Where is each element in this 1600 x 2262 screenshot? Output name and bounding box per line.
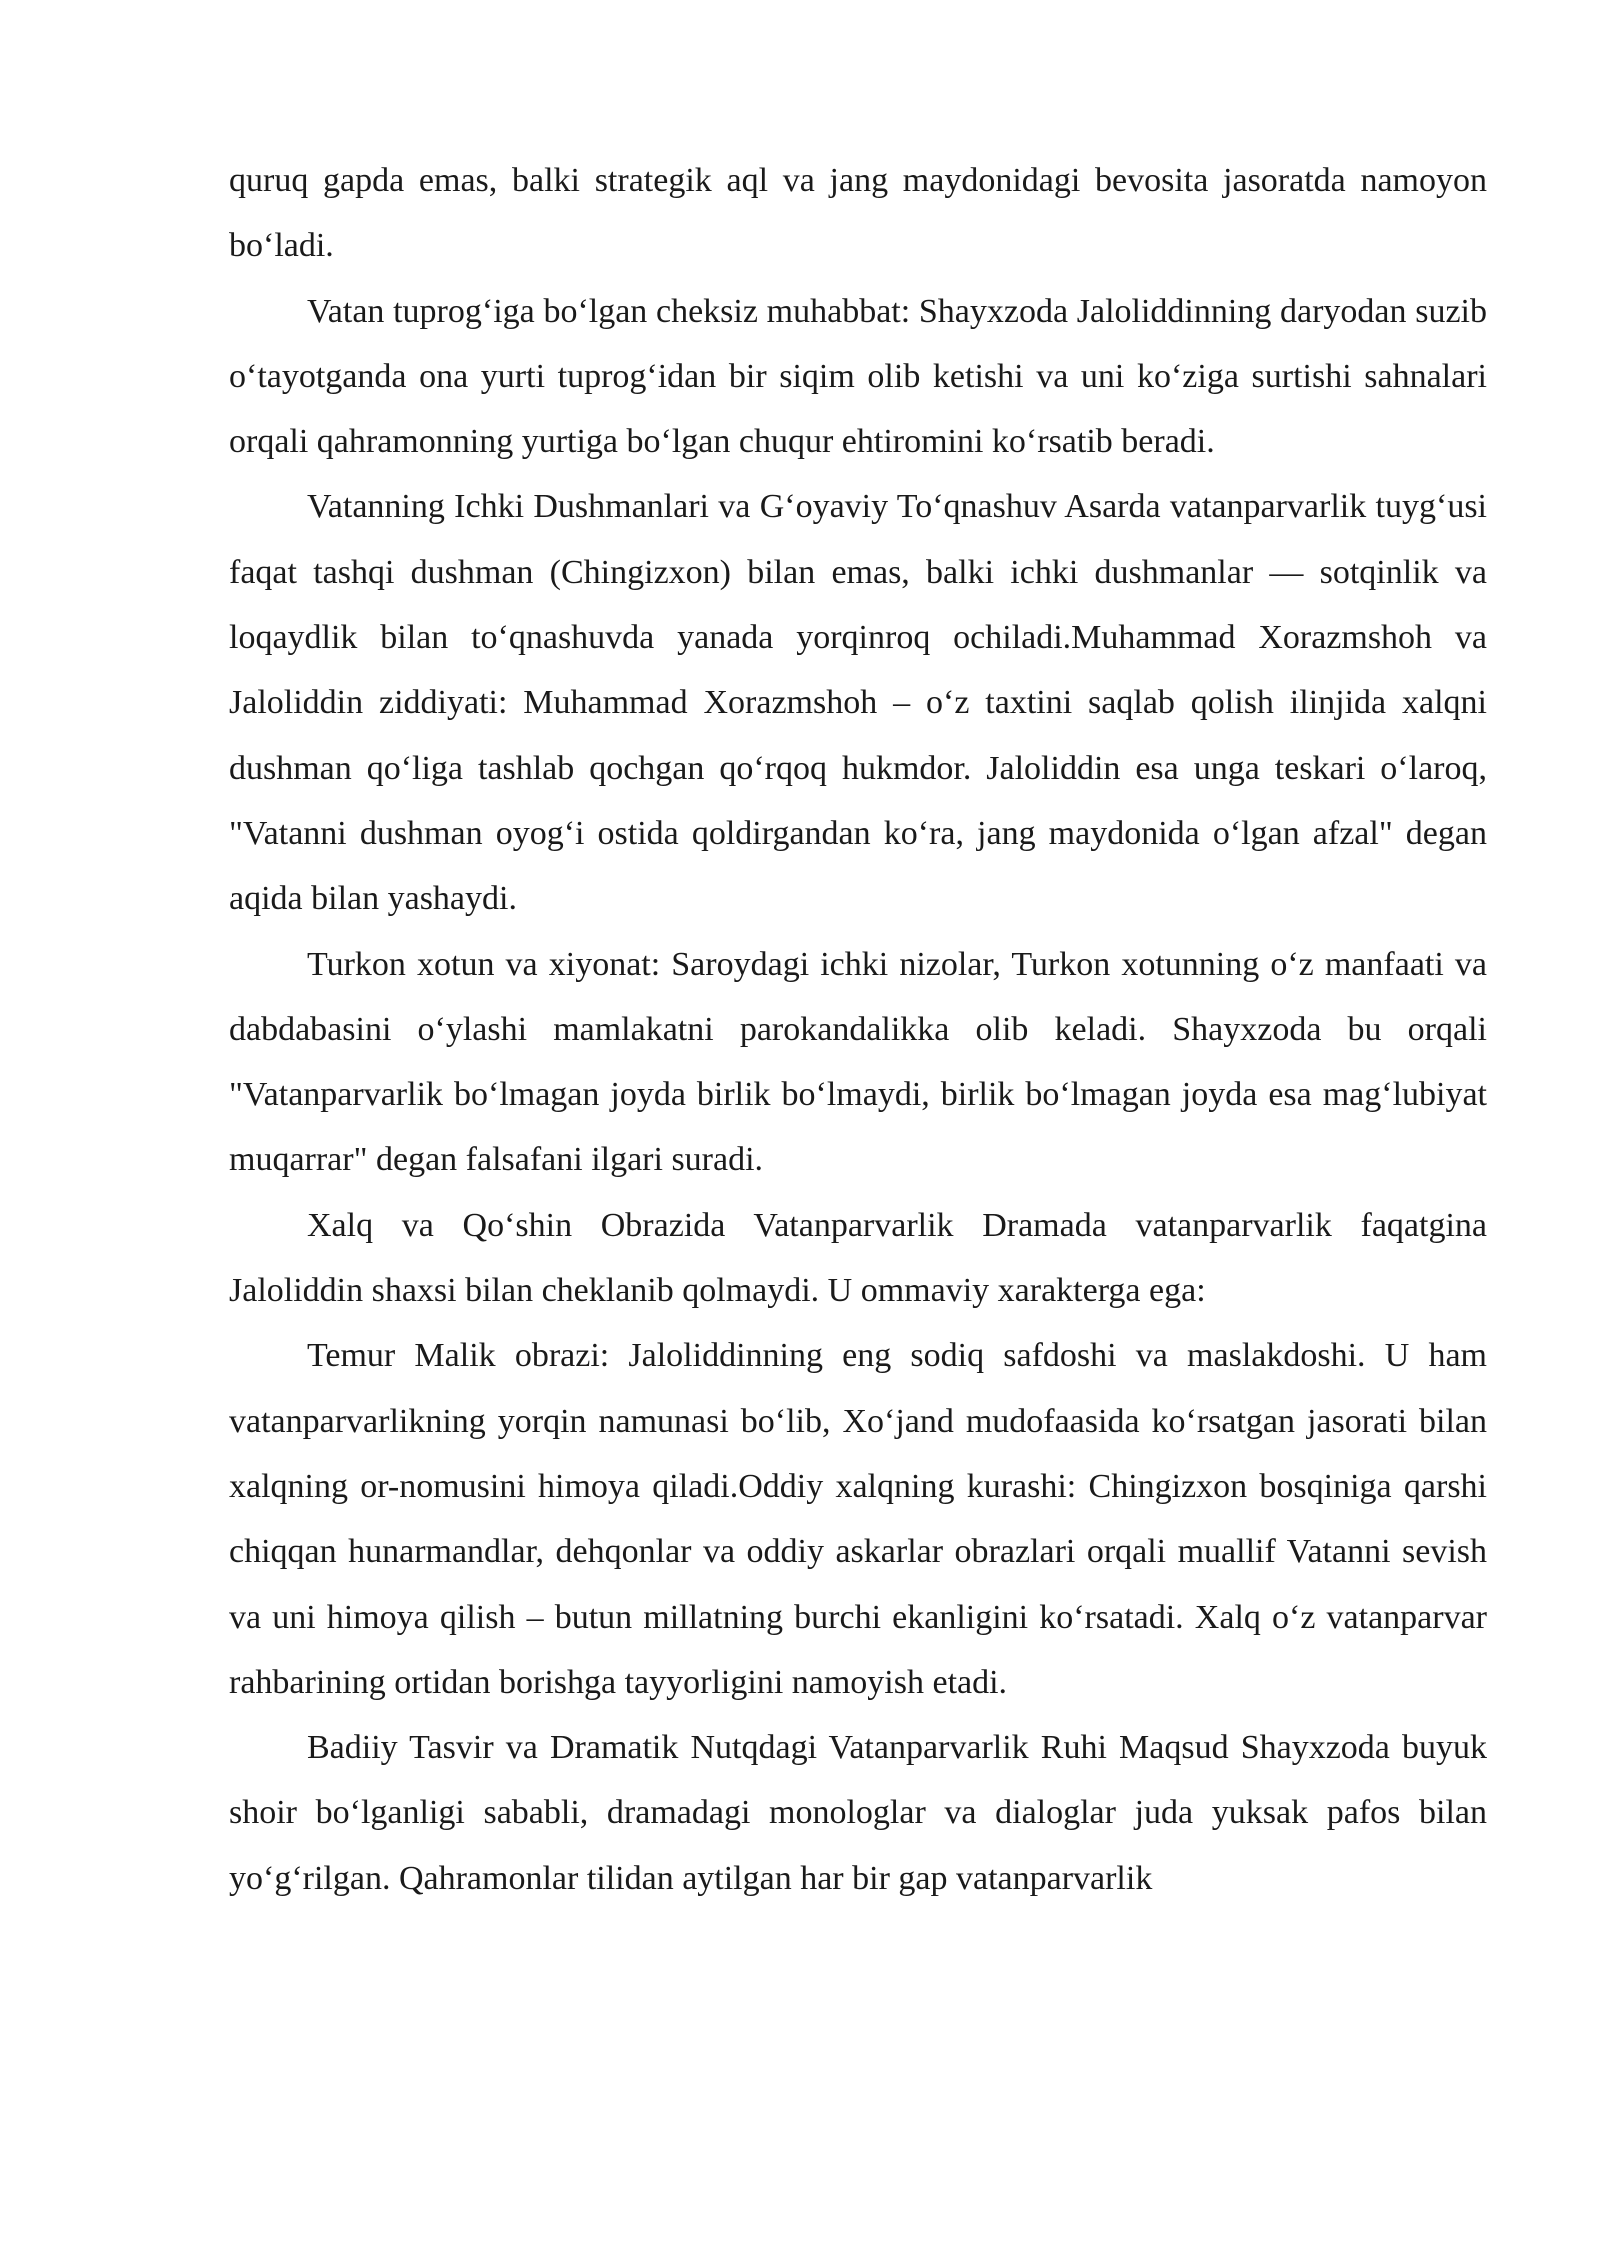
paragraph-badiiy-tasvir: Badiiy Tasvir va Dramatik Nutqdagi Vatanparvarlik Ruhi Maqsud Shayxzoda buyuk shoir boʻlganligi sababli, dramadagi monologlar va dialoglar juda yuksak pafos bilan yoʻgʻrilgan. Qahramonlar tilidan aytilgan har bir gap vatanparvarlik [229,1729,1487,1897]
paragraph-vatan-tuprogi: Vatan tuprogʻiga boʻlgan cheksiz muhabbat: Shayxzoda Jaloliddinning daryodan suzib oʻtayotganda ona yurti tuprogʻidan bir siqim olib ketishi va uni koʻziga surtishi sahnalari orqali qahramonning yurtiga boʻlgan chuqur ehtiromini koʻrsatib beradi. [229,292,1487,461]
paragraph-temur-malik: Temur Malik obrazi: Jaloliddinning eng sodiq safdoshi va maslakdoshi. U ham vatanparvarlikning yorqin namunasi boʻlib, Xoʻjand mudofaasida koʻrsatgan jasorati bilan xalqning or-nomusini himoya qiladi.Oddiy xalqning kurashi: Chingizxon bosqiniga qarshi chiqqan hunarmandlar, dehqonlar va oddiy askarlar obrazlari orqali muallif Vatanni sevish va uni himoya qilish – butun millatning burchi ekanligini koʻrsatadi. Xalq oʻz vatanparvar rahbarining ortidan borishga tayyorligini namoyish etadi. [229,1337,1487,1701]
document-body [229,148,1487,1911]
paragraph-turkon-xotun: Turkon xotun va xiyonat: Saroydagi ichki nizolar, Turkon xotunning oʻz manfaati va dabdabasini oʻylashi mamlakatni parokandalikka olib keladi. Shayxzoda bu orqali "Vatanparvarlik boʻlmagan joyda birlik boʻlmaydi, birlik boʻlmagan joyda esa magʻlubiyat muqarrar" degan falsafani ilgari suradi. [229,945,1487,1179]
paragraph-ichki-dushmanlar: Vatanning Ichki Dushmanlari va Gʻoyaviy Toʻqnashuv Asarda vatanparvarlik tuygʻusi faqat tashqi dushman (Chingizxon) bilan emas, balki ichki dushmanlar — sotqinlik va loqaydlik bilan toʻqnashuvda yanada yorqinroq ochiladi.Muhammad Xorazmshoh va Jaloliddin ziddiyati: Muhammad Xorazmshoh – oʻz taxtini saqlab qolish ilinjida xalqni dushman qoʻliga tashlab qochgan qoʻrqoq hukmdor. Jaloliddin esa unga teskari oʻlaroq, "Vatanni dushman oyogʻi ostida qoldirgandan koʻra, jang maydonida oʻlgan afzal" degan aqida bilan yashaydi. [229,488,1487,918]
paragraph-continuation: quruq gapda emas, balki strategik aql va jang maydonidagi bevosita jasoratda namoyon boʻladi. [229,162,1487,265]
paragraph-xalq-va-qoshin: Xalq va Qoʻshin Obrazida Vatanparvarlik Dramada vatanparvarlik faqatgina Jaloliddin shaxsi bilan cheklanib qolmaydi. U ommaviy xarakterga ega: [229,1206,1487,1310]
